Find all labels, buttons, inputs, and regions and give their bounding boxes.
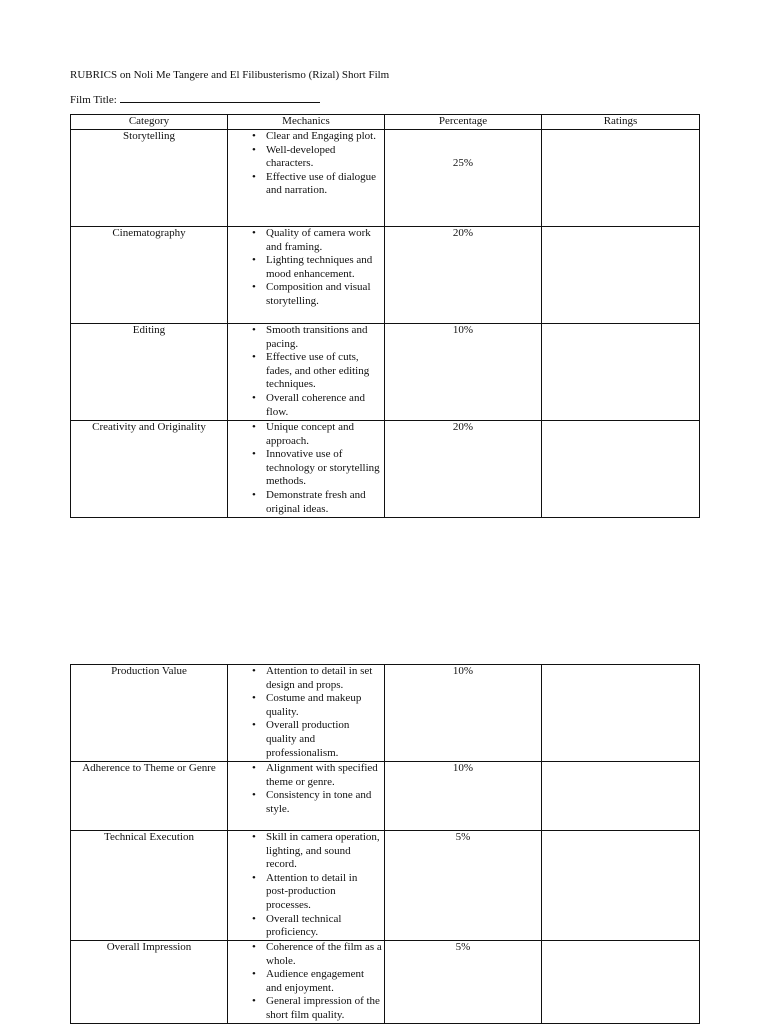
- percentage-cell: 5%: [385, 831, 542, 941]
- mechanic-item: • Lighting techniques and mood enhancement.: [228, 254, 382, 281]
- mechanic-item: • Alignment with specified theme or genre.: [228, 762, 382, 789]
- film-title-label: Film Title:: [70, 94, 117, 106]
- category-cell: Adherence to Theme or Genre: [71, 762, 228, 831]
- percentage-cell: 5%: [385, 941, 542, 1024]
- table-row: [71, 762, 700, 831]
- category-cell: Technical Execution: [71, 831, 228, 941]
- category-cell: Production Value: [71, 665, 228, 762]
- table-header-row: [71, 115, 700, 130]
- mechanics-cell: [228, 130, 385, 227]
- mechanic-item: • Coherence of the film as a whole.: [228, 941, 382, 968]
- mechanic-item: • Skill in camera operation, lighting, and sound record.: [228, 831, 382, 872]
- rating-cell[interactable]: [542, 665, 700, 762]
- mechanics-cell: [228, 421, 385, 518]
- mechanic-item: • Attention to detail in post-production processes.: [228, 872, 382, 913]
- header-ratings: Ratings: [542, 115, 700, 130]
- rating-cell[interactable]: [542, 130, 700, 227]
- table-row: [71, 324, 700, 421]
- table-row: [71, 130, 700, 227]
- mechanic-item: • General impression of the short film quality.: [228, 995, 382, 1022]
- mechanic-item: • Overall technical proficiency.: [228, 913, 382, 940]
- film-title-row: [70, 92, 320, 108]
- mechanic-item: • Effective use of dialogue and narration.: [228, 171, 382, 198]
- table-row: [71, 941, 700, 1024]
- mechanic-item: • Unique concept and approach.: [228, 421, 382, 448]
- mechanics-cell: [228, 227, 385, 324]
- rubric-table-page-1: [70, 114, 700, 518]
- mechanics-cell: [228, 941, 385, 1024]
- mechanic-item: • Composition and visual storytelling.: [228, 281, 382, 308]
- mechanic-item: • Innovative use of technology or storytelling methods.: [228, 448, 382, 489]
- rating-cell[interactable]: [542, 831, 700, 941]
- percentage-cell: 20%: [385, 421, 542, 518]
- mechanics-cell: [228, 831, 385, 941]
- mechanic-item: • Quality of camera work and framing.: [228, 227, 382, 254]
- mechanics-cell: [228, 324, 385, 421]
- category-cell: Storytelling: [71, 130, 228, 227]
- rating-cell[interactable]: [542, 324, 700, 421]
- mechanic-item: • Smooth transitions and pacing.: [228, 324, 382, 351]
- table-row: [71, 665, 700, 762]
- mechanic-item: • Overall coherence and flow.: [228, 392, 382, 419]
- mechanics-cell: [228, 762, 385, 831]
- percentage-cell: 20%: [385, 227, 542, 324]
- document-title: RUBRICS on Noli Me Tangere and El Filibusterismo (Rizal) Short Film: [70, 69, 390, 81]
- mechanic-item: • Consistency in tone and style.: [228, 789, 382, 816]
- mechanic-item: • Overall production quality and professionalism.: [228, 719, 382, 760]
- mechanic-item: • Clear and Engaging plot.: [228, 130, 382, 144]
- rating-cell[interactable]: [542, 227, 700, 324]
- mechanic-item: • Effective use of cuts, fades, and other editing techniques.: [228, 351, 382, 392]
- rating-cell[interactable]: [542, 762, 700, 831]
- category-cell: Overall Impression: [71, 941, 228, 1024]
- percentage-cell: 25%: [385, 130, 542, 227]
- rating-cell[interactable]: [542, 941, 700, 1024]
- mechanic-item: • Costume and makeup quality.: [228, 692, 382, 719]
- header-percentage: Percentage: [385, 115, 542, 130]
- category-cell: Editing: [71, 324, 228, 421]
- table-row: [71, 227, 700, 324]
- category-cell: Cinematography: [71, 227, 228, 324]
- percentage-cell: 10%: [385, 324, 542, 421]
- mechanic-item: • Well-developed characters.: [228, 144, 382, 171]
- mechanic-item: • Attention to detail in set design and props.: [228, 665, 382, 692]
- mechanic-item: • Demonstrate fresh and original ideas.: [228, 489, 382, 516]
- percentage-cell: 10%: [385, 665, 542, 762]
- header-category: Category: [71, 115, 228, 130]
- rubric-table-page-2: [70, 664, 700, 1024]
- table-row: [71, 421, 700, 518]
- header-mechanics: Mechanics: [228, 115, 385, 130]
- mechanics-cell: [228, 665, 385, 762]
- mechanic-item: • Audience engagement and enjoyment.: [228, 968, 382, 995]
- rating-cell[interactable]: [542, 421, 700, 518]
- film-title-blank-line[interactable]: [120, 92, 320, 103]
- percentage-cell: 10%: [385, 762, 542, 831]
- table-row: [71, 831, 700, 941]
- category-cell: Creativity and Originality: [71, 421, 228, 518]
